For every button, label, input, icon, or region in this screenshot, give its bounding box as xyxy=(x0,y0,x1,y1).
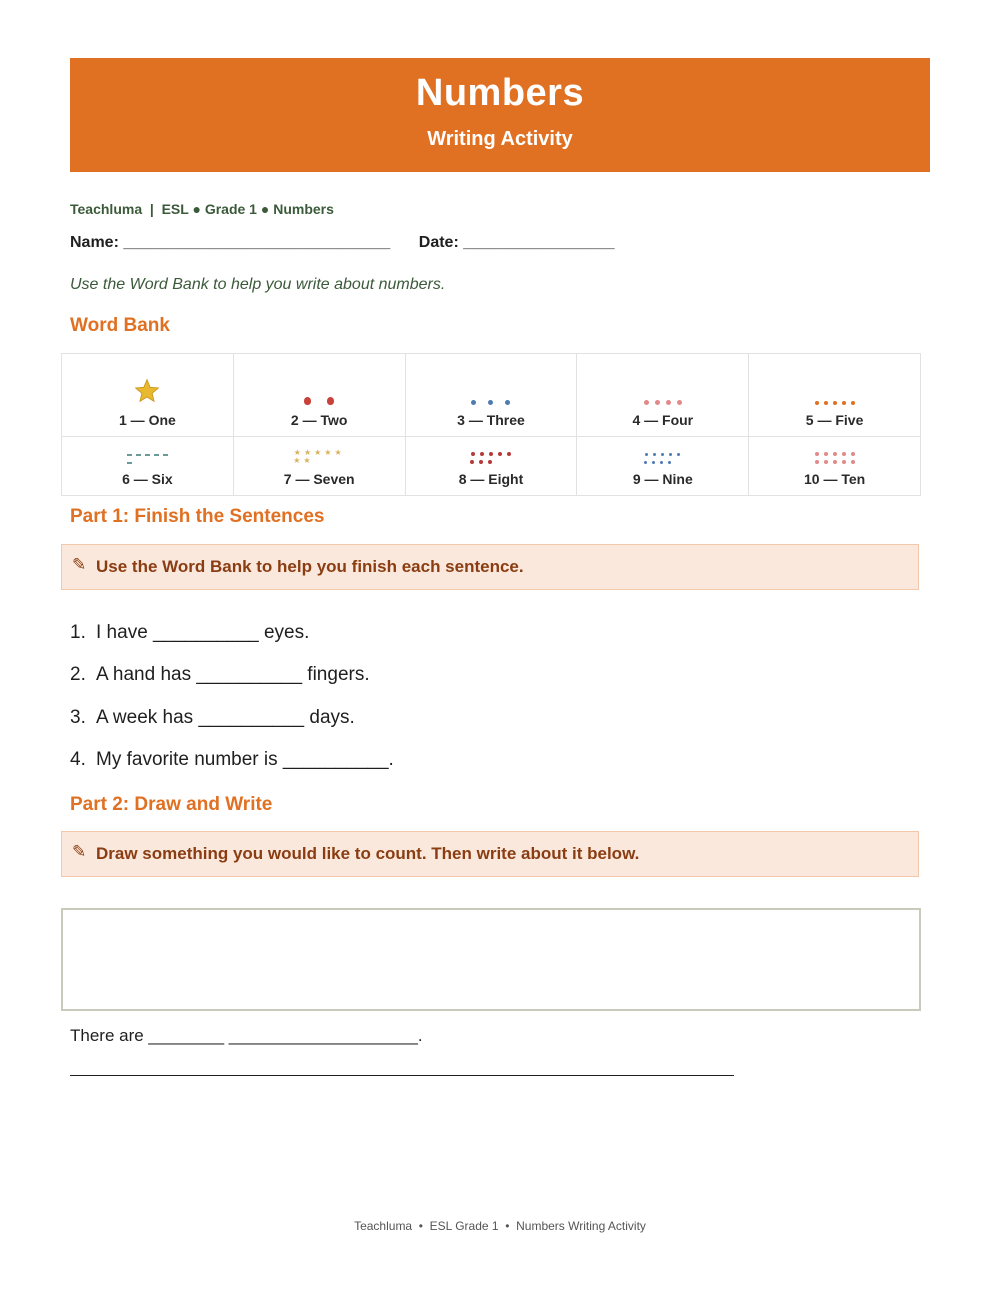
word-bank-cell-three xyxy=(405,354,577,437)
word-bank-cell-nine xyxy=(577,437,749,496)
heart-icon xyxy=(578,398,747,406)
meta-brand: Teachluma xyxy=(70,201,143,217)
date-field[interactable]: Date: _________________ xyxy=(418,234,615,251)
meta-bullet-1: ● xyxy=(192,201,201,217)
page-subtitle: Writing Activity xyxy=(427,128,573,150)
sentence-number: 1. xyxy=(70,622,86,643)
title-banner xyxy=(70,58,930,172)
sentence-text: A week has __________ days. xyxy=(96,707,355,728)
word-bank-cell-five xyxy=(749,354,921,437)
pencil-icon: ✎ xyxy=(72,842,87,861)
meta-bullet-2: ● xyxy=(260,201,270,217)
dot-icon xyxy=(407,449,576,465)
dot-icon xyxy=(750,398,919,406)
name-field[interactable]: Name: ______________________________ xyxy=(70,234,391,251)
apple-icon xyxy=(235,397,404,406)
dot-icon xyxy=(578,449,747,465)
word-bank-label: 7 — Seven xyxy=(283,471,355,487)
meta-line xyxy=(70,201,334,217)
writing-line[interactable] xyxy=(70,1075,734,1076)
sentence-number: 4. xyxy=(70,749,86,770)
there-are-sentence[interactable]: There are ________ ____________________. xyxy=(70,1026,423,1045)
word-bank-cell-ten xyxy=(749,437,921,496)
word-bank-cell-two xyxy=(233,354,405,437)
word-bank-label: 5 — Five xyxy=(805,412,864,428)
word-bank-label: 3 — Three xyxy=(457,412,525,428)
sentence-text: A hand has __________ fingers. xyxy=(96,664,370,685)
word-bank-heading: Word Bank xyxy=(70,315,170,336)
word-bank-cell-eight xyxy=(405,437,577,496)
name-date-row xyxy=(70,234,615,252)
meta-grade: Grade 1 xyxy=(204,201,257,217)
word-bank-label: 6 — Six xyxy=(122,471,173,487)
part2-callout xyxy=(61,831,919,877)
sentence-item[interactable] xyxy=(70,622,309,644)
word-bank-cell-six xyxy=(62,437,234,496)
part1-heading: Part 1: Finish the Sentences xyxy=(70,506,325,527)
star-icon: ★★★★★ ★★ xyxy=(293,448,345,465)
sentence-number: 3. xyxy=(70,707,86,728)
part2-callout-text: Draw something you would like to count. Then write about it below. xyxy=(96,844,640,863)
word-bank-label: 1 — One xyxy=(119,412,176,428)
dash-icon xyxy=(63,449,232,465)
sentence-item[interactable] xyxy=(70,749,394,771)
part1-callout-text: Use the Word Bank to help you finish each sentence. xyxy=(96,557,524,576)
part1-callout xyxy=(61,544,919,590)
part2-heading: Part 2: Draw and Write xyxy=(70,794,273,815)
word-bank-cell-four xyxy=(577,354,749,437)
drawing-box[interactable] xyxy=(61,908,921,1011)
pencil-icon: ✎ xyxy=(72,555,87,574)
word-bank-table xyxy=(61,353,921,496)
meta-separator: | xyxy=(149,201,154,217)
instruction-text: Use the Word Bank to help you write about numbers. xyxy=(70,276,446,293)
star-icon xyxy=(134,378,160,404)
meta-subject: ESL xyxy=(161,201,189,217)
sentence-text: My favorite number is __________. xyxy=(96,749,394,770)
word-bank-label: 9 — Nine xyxy=(632,471,693,487)
page-footer xyxy=(0,1219,1000,1233)
word-bank-label: 10 — Ten xyxy=(803,471,866,487)
page-title: Numbers xyxy=(415,72,585,114)
word-bank-cell-one xyxy=(62,354,234,437)
dot-icon xyxy=(407,398,576,406)
footer-text: Teachluma • ESL Grade 1 • Numbers Writing Activity xyxy=(354,1219,646,1233)
heart-icon xyxy=(750,449,919,465)
word-bank-label: 4 — Four xyxy=(632,412,694,428)
word-bank-label: 8 — Eight xyxy=(458,471,524,487)
sentence-number: 2. xyxy=(70,664,86,685)
sentence-text: I have __________ eyes. xyxy=(96,622,310,643)
word-bank-cell-seven xyxy=(233,437,405,496)
meta-topic: Numbers xyxy=(273,201,334,217)
word-bank-label: 2 — Two xyxy=(290,412,348,428)
sentence-item[interactable] xyxy=(70,707,355,729)
sentence-item[interactable] xyxy=(70,664,370,686)
